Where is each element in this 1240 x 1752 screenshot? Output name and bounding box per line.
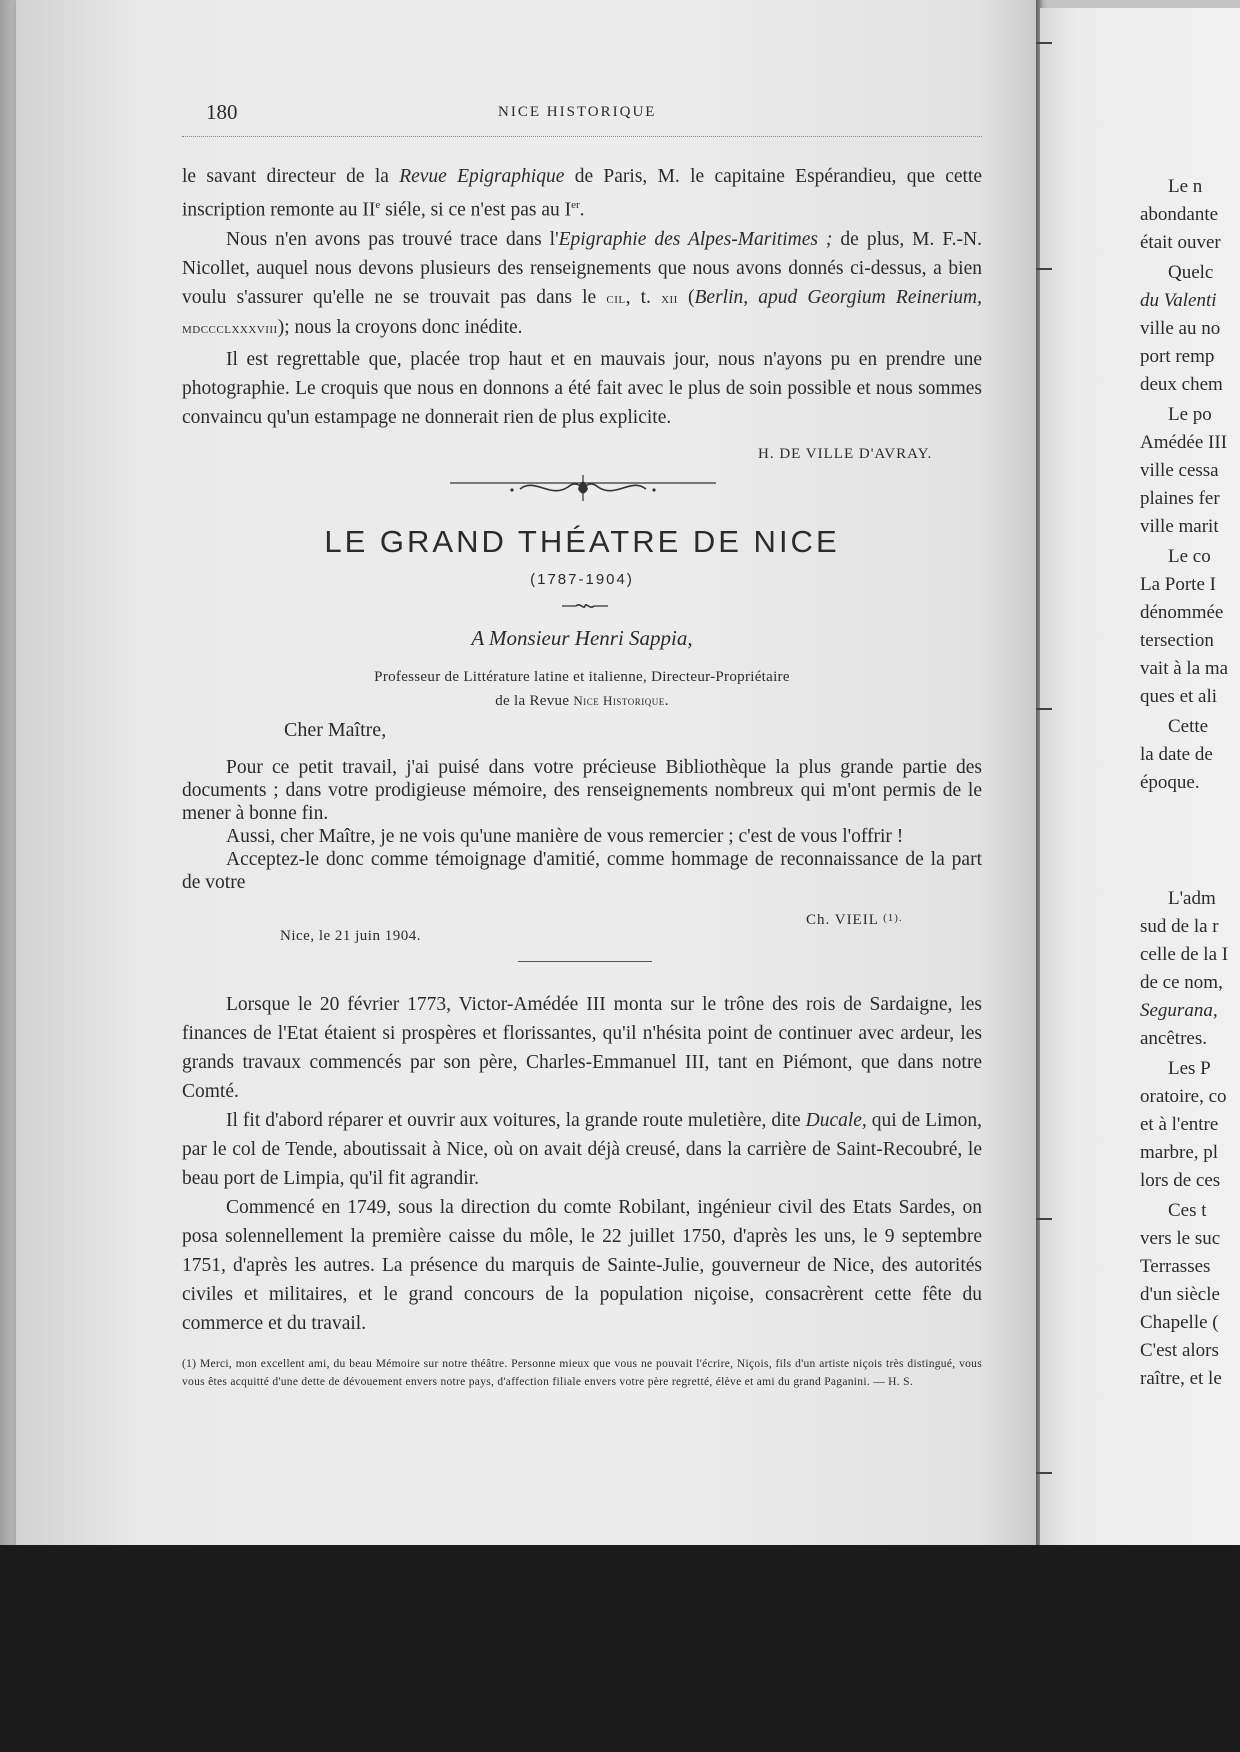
letter-signature bbox=[806, 912, 903, 929]
paragraph: Commencé en 1749, sous la direction du comte Robilant, ingénieur civil des Etats Sardes, on posa solennellement la première caisse du môle, le 22 juillet 1750, d'après les uns, le 9 septembre 1751, d'après les autres. La présence du marquis de Sainte-Julie, gouverneur de Nice, des autorités civiles et militaires, et le grand concours de la population niçoise, consacrèrent cette fête du commerce et du travail. bbox=[182, 1197, 982, 1334]
facing-page-line: ville au no bbox=[1140, 318, 1221, 339]
article-body bbox=[182, 990, 982, 1338]
previous-article-text bbox=[182, 162, 982, 432]
facing-page-line: port remp bbox=[1140, 346, 1215, 367]
paragraph: Pour ce petit travail, j'ai puisé dans votre précieuse Bibliothèque la plus grande partie des documents ; dans votre prodigieuse mémoire, des renseignements nombreux qui m'ont permis de le mener à bonne fin. bbox=[182, 757, 982, 824]
facing-page-line: dénommée bbox=[1140, 602, 1224, 623]
dedication-letter bbox=[182, 756, 982, 894]
facing-page-line: abondante bbox=[1140, 204, 1219, 225]
facing-page-line: était ouver bbox=[1140, 232, 1221, 253]
facing-page-line: Le n bbox=[1168, 176, 1203, 197]
dedicatee-line: de la Revue Nice Historique. bbox=[495, 693, 669, 709]
author-signature: H. DE VILLE D'AVRAY. bbox=[758, 446, 933, 462]
header-rule bbox=[182, 136, 982, 137]
facing-page-line: Ces t bbox=[1168, 1200, 1207, 1221]
paragraph: Acceptez-le donc comme témoignage d'amitié, comme hommage de reconnaissance de la part de votre bbox=[182, 849, 982, 893]
place-date: Nice, le 21 juin 1904. bbox=[280, 928, 421, 944]
facing-page-line: de ce nom, bbox=[1140, 972, 1223, 993]
paragraph: le savant directeur de la Revue Epigraphique de Paris, M. le capitaine Espérandieu, que cette inscription remonte au IIe siéle, si ce n'est pas au Ier. bbox=[182, 166, 983, 221]
facing-page-line: ques et ali bbox=[1140, 686, 1218, 707]
facing-page-line: L'adm bbox=[1168, 888, 1216, 909]
facing-page-line: La Porte I bbox=[1140, 574, 1216, 595]
edge-mark bbox=[1036, 42, 1052, 44]
facing-page-line: Terrasses bbox=[1140, 1256, 1211, 1277]
facing-page-line: ancêtres. bbox=[1140, 1028, 1207, 1049]
paragraph: Aussi, cher Maître, je ne vois qu'une manière de vous remercier ; c'est de vous l'offrir ! bbox=[226, 826, 904, 847]
facing-page-line: d'un siècle bbox=[1140, 1284, 1220, 1305]
ornament-divider bbox=[450, 475, 716, 503]
facing-page-line: Segurana, bbox=[1140, 1000, 1218, 1021]
facing-page-line: Chapelle ( bbox=[1140, 1312, 1219, 1333]
facing-page-line: Cette bbox=[1168, 716, 1209, 737]
footnote: (1) Merci, mon excellent ami, du beau Mémoire sur notre théâtre. Personne mieux que vous ne pouvait l'écrire, Niçois, fils d'un artiste niçois très distingué, vous vous êtes acquitté d'une dette de dévouement envers notre pays, d'affection filiale envers votre père regretté, élève et ami du grand Paganini. — H. S. bbox=[182, 1358, 982, 1388]
facing-page-line: Le po bbox=[1168, 404, 1212, 425]
small-flourish bbox=[560, 602, 610, 610]
signature-name: Ch. VIEIL bbox=[806, 912, 879, 928]
dedication: A Monsieur Henri Sappia, bbox=[471, 626, 693, 650]
salutation: Cher Maître, bbox=[284, 719, 387, 741]
edge-mark bbox=[1036, 268, 1052, 270]
running-title: NICE HISTORIQUE bbox=[498, 104, 657, 120]
facing-page-line: sud de la r bbox=[1140, 916, 1219, 937]
edge-mark bbox=[1036, 1218, 1052, 1220]
facing-page-line: vers le suc bbox=[1140, 1228, 1221, 1249]
facing-page-line: C'est alors bbox=[1140, 1340, 1219, 1361]
dedicatee-line: Professeur de Littérature latine et italienne, Directeur-Propriétaire bbox=[374, 669, 790, 685]
footnote-reference: (1). bbox=[883, 912, 903, 924]
facing-page-line: époque. bbox=[1140, 772, 1200, 793]
facing-page-line: Quelc bbox=[1168, 262, 1214, 283]
facing-page-line: la date de bbox=[1140, 744, 1213, 765]
page-number: 180 bbox=[206, 100, 238, 124]
facing-page-line: lors de ces bbox=[1140, 1170, 1221, 1191]
facing-page-line: vait à la ma bbox=[1140, 658, 1229, 679]
article-title: LE GRAND THÉATRE DE NICE bbox=[324, 524, 840, 559]
facing-page-line: tersection bbox=[1140, 630, 1214, 651]
scanner-shadow bbox=[0, 1545, 1240, 1752]
facing-page-line: deux chem bbox=[1140, 374, 1223, 395]
facing-page-line: ville marit bbox=[1140, 516, 1219, 537]
section-rule bbox=[518, 961, 652, 962]
paragraph: Il fit d'abord réparer et ouvrir aux voitures, la grande route muletière, dite Ducale, qui de Limon, par le col de Tende, aboutissait à Nice, où on avait déjà creusé, dans la carrière de Saint-Recoubré, le beau port de Limpia, qu'il fit agrandir. bbox=[182, 1110, 982, 1189]
edge-mark bbox=[1036, 1472, 1052, 1474]
paragraph: Lorsque le 20 février 1773, Victor-Amédée III monta sur le trône des rois de Sardaigne, les finances de l'Etat étaient si prospères et florissantes, qu'il n'hésita point de continuer avec ardeur, les grands travaux commencés par son père, Charles-Emmanuel III, tant en Piémont, que dans notre Comté. bbox=[182, 994, 982, 1102]
paragraph: Il est regrettable que, placée trop haut et en mauvais jour, nous n'ayons pu en prendre une photographie. Le croquis que nous en donnons a été fait avec le plus de soin possible et nous sommes convaincu qu'un estampage ne donnerait rien de plus explicite. bbox=[182, 348, 982, 428]
facing-page-line: plaines fer bbox=[1140, 488, 1220, 509]
facing-page-line: raître, et le bbox=[1140, 1368, 1222, 1389]
edge-mark bbox=[1036, 708, 1052, 710]
facing-page-line: et à l'entre bbox=[1140, 1114, 1219, 1135]
dedicatee-titles bbox=[182, 665, 982, 713]
facing-page-line: Les P bbox=[1168, 1058, 1211, 1079]
facing-page-line: celle de la I bbox=[1140, 944, 1229, 965]
facing-page-line: Le co bbox=[1168, 546, 1211, 567]
facing-page-line: du Valenti bbox=[1140, 290, 1217, 311]
paragraph: Nous n'en avons pas trouvé trace dans l'Epigraphie des Alpes-Maritimes ; de plus, M. F.-N. Nicollet, auquel nous devons plusieurs des renseignements que nous avons donnés ci-dessus, a bien voulu s'assurer qu'elle ne se trouvait pas dans le cil, t. xii (Berlin, apud Georgium Reinerium, mdccclxxxviii); nous la croyons donc inédite. bbox=[182, 228, 983, 338]
facing-page-line: Amédée III bbox=[1140, 432, 1228, 453]
facing-page-line: marbre, pl bbox=[1140, 1142, 1219, 1163]
article-dates: (1787-1904) bbox=[530, 571, 634, 588]
facing-page-line: ville cessa bbox=[1140, 460, 1219, 481]
facing-page-line: oratoire, co bbox=[1140, 1086, 1227, 1107]
